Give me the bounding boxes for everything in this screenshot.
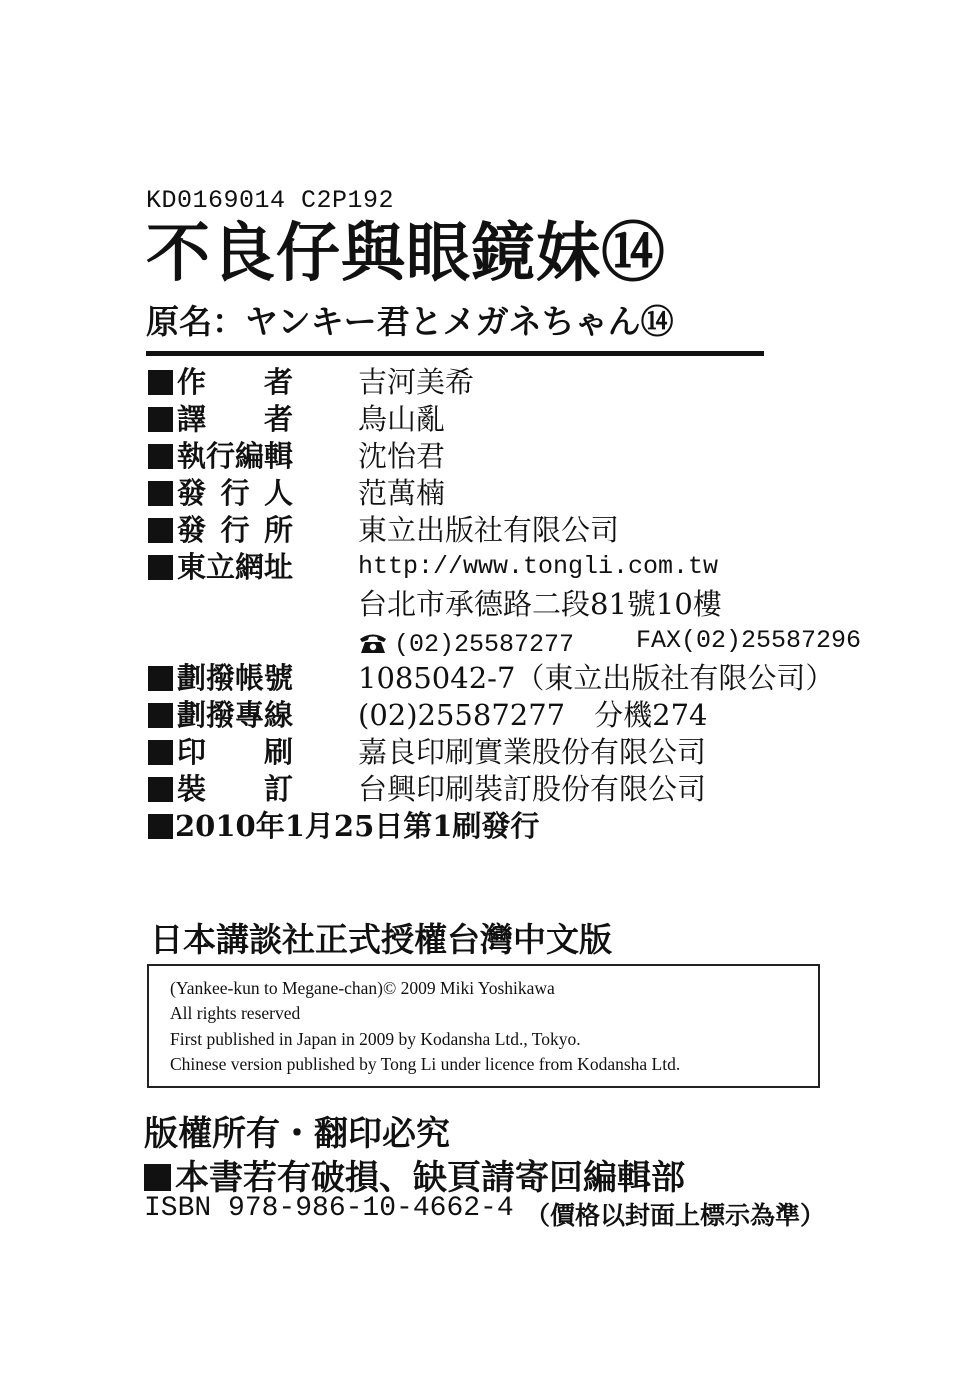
credit-value: 鳥山亂 bbox=[358, 402, 446, 436]
credit-value: 台興印刷裝訂股份有限公司 bbox=[358, 772, 707, 806]
isbn: ISBN 978-986-10-4662-4 bbox=[144, 1193, 514, 1224]
website-url: http://www.tongli.com.tw bbox=[358, 552, 719, 581]
credit-value: 沈怡君 bbox=[358, 439, 446, 473]
bullet-square-icon bbox=[148, 370, 173, 395]
credit-value: 1085042-7（東立出版社有限公司） bbox=[358, 661, 835, 695]
rights-reserved: 版權所有・翻印必究 bbox=[144, 1114, 450, 1154]
telephone-icon bbox=[358, 632, 388, 654]
bullet-square-icon bbox=[148, 407, 173, 432]
credit-label: 發行所 bbox=[177, 513, 293, 547]
fax-number: FAX(02)25587296 bbox=[636, 626, 862, 655]
credit-label: 裝訂 bbox=[177, 772, 293, 806]
credit-label: 劃撥帳號 bbox=[177, 661, 294, 695]
copyright-box bbox=[147, 964, 820, 1088]
credit-label: 執行編輯 bbox=[177, 439, 294, 473]
bullet-square-icon bbox=[148, 481, 173, 506]
bullet-square-icon bbox=[148, 777, 173, 802]
credit-label: 譯者 bbox=[177, 402, 293, 436]
credit-label: 印刷 bbox=[177, 735, 293, 769]
divider bbox=[146, 351, 764, 356]
bullet-square-icon bbox=[148, 703, 173, 728]
book-title: 不良仔與眼鏡妹⑭ bbox=[146, 216, 666, 291]
damage-notice-text: 本書若有破損、缺頁請寄回編輯部 bbox=[175, 1158, 685, 1198]
bullet-square-icon bbox=[148, 518, 173, 543]
authorization-statement: 日本講談社正式授權台灣中文版 bbox=[150, 920, 612, 959]
bullet-square-icon bbox=[148, 814, 173, 839]
bullet-square-icon bbox=[144, 1164, 171, 1191]
contact-line bbox=[358, 623, 862, 663]
credit-value: 范萬楠 bbox=[358, 476, 446, 510]
phone-number: (02)25587277 bbox=[394, 630, 575, 659]
credit-label: 作者 bbox=[177, 365, 293, 399]
bullet-square-icon bbox=[148, 666, 173, 691]
bullet-square-icon bbox=[148, 740, 173, 765]
original-title: 原名：ヤンキー君とメガネちゃん⑭ bbox=[146, 302, 674, 341]
edition-date: 2010年1月25日第1刷發行 bbox=[175, 809, 540, 843]
catalog-code: KD0169014 C2P192 bbox=[146, 186, 395, 215]
price-note: （價格以封面上標示為準） bbox=[525, 1201, 826, 1230]
credit-label: 劃撥專線 bbox=[177, 698, 294, 732]
credit-value: 東立出版社有限公司 bbox=[358, 513, 620, 547]
copyright-line: First published in Japan in 2009 by Kodansha Ltd., Tokyo. bbox=[170, 1029, 581, 1049]
credit-value: 嘉良印刷實業股份有限公司 bbox=[358, 735, 707, 769]
credit-value: (02)25587277 分機274 bbox=[358, 698, 708, 732]
copyright-line: (Yankee-kun to Megane-chan)© 2009 Miki Yoshikawa bbox=[170, 978, 555, 998]
copyright-line: All rights reserved bbox=[170, 1003, 301, 1023]
credit-label: 東立網址 bbox=[177, 550, 294, 584]
bullet-square-icon bbox=[148, 444, 173, 469]
copyright-line: Chinese version published by Tong Li under licence from Kodansha Ltd. bbox=[170, 1054, 681, 1074]
address: 台北市承德路二段81號10樓 bbox=[358, 587, 722, 621]
credit-value: 吉河美希 bbox=[358, 365, 475, 399]
credit-label: 發行人 bbox=[177, 476, 293, 510]
bullet-square-icon bbox=[148, 555, 173, 580]
damage-notice bbox=[144, 1150, 685, 1199]
